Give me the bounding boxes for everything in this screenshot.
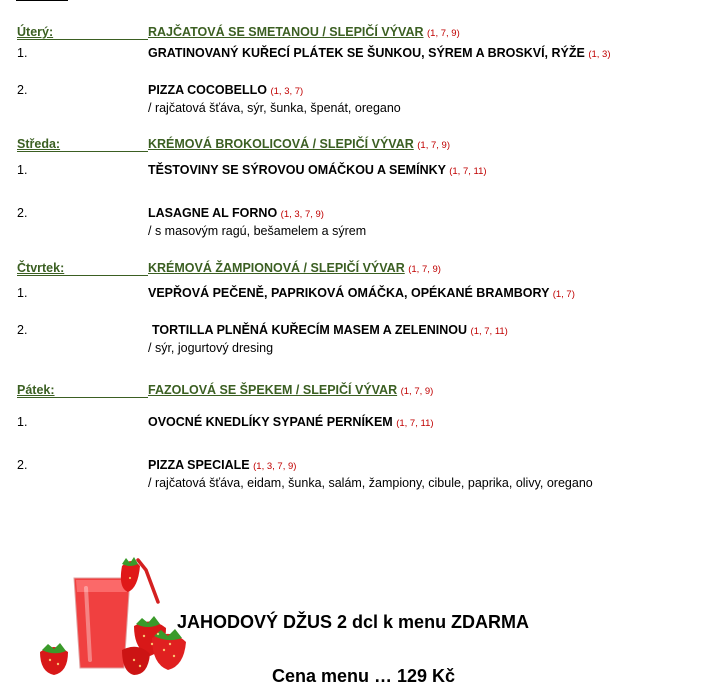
soup-allergens: (1, 7, 9) xyxy=(408,264,441,275)
meal-name: LASAGNE AL FORNO xyxy=(148,206,278,220)
meal-number: 2. xyxy=(17,206,28,220)
soup-allergens: (1, 7, 9) xyxy=(417,140,450,151)
meal-name: OVOCNÉ KNEDLÍKY SYPANÉ PERNÍKEM xyxy=(148,415,393,429)
meal-number: 1. xyxy=(17,46,28,60)
day-underline xyxy=(17,397,148,398)
day-label-ctvrtek: Čtvrtek: xyxy=(17,261,65,275)
day-label-streda: Středa: xyxy=(17,137,61,151)
menu-price: Cena menu … 129 Kč xyxy=(272,666,456,686)
top-rule xyxy=(16,0,68,1)
meal-allergens: (1, 3, 7, 9) xyxy=(253,461,297,472)
soup-line xyxy=(148,383,433,397)
meal-allergens: (1, 7, 11) xyxy=(470,326,508,337)
soup-line xyxy=(148,137,450,151)
meal-name: PIZZA SPECIALE xyxy=(148,458,250,472)
meal-item xyxy=(148,458,296,472)
meal-description: / rajčatová šťáva, sýr, šunka, špenát, oregano xyxy=(148,101,401,115)
straw-icon xyxy=(138,560,158,602)
soup-line xyxy=(148,25,460,39)
meal-number: 1. xyxy=(17,415,28,429)
meal-allergens: (1, 3, 7) xyxy=(270,86,304,97)
soup-allergens: (1, 7, 9) xyxy=(427,28,460,39)
meal-item xyxy=(148,46,611,60)
meal-description: / sýr, jogurtový dresing xyxy=(148,341,274,355)
meal-allergens: (1, 3, 7, 9) xyxy=(280,209,324,220)
meal-allergens: (1, 7, 11) xyxy=(449,166,487,177)
strawberry-icon xyxy=(122,647,150,675)
meal-item xyxy=(152,323,508,337)
day-underline xyxy=(17,275,148,276)
soup-name: KRÉMOVÁ ŽAMPIONOVÁ / SLEPIČÍ VÝVAR xyxy=(148,261,405,275)
promo-text: JAHODOVÝ DŽUS 2 dcl k menu ZDARMA xyxy=(177,612,530,632)
meal-description: / s masovým ragú, bešamelem a sýrem xyxy=(148,224,367,238)
meal-item xyxy=(148,163,487,177)
strawberry-juice-icon xyxy=(34,548,194,675)
meal-allergens: (1, 3) xyxy=(588,49,611,60)
soup-name: KRÉMOVÁ BROKOLICOVÁ / SLEPIČÍ VÝVAR xyxy=(148,137,414,151)
meal-name: GRATINOVANÝ KUŘECÍ PLÁTEK SE ŠUNKOU, SÝREM A BROSKVÍ, RÝŽE xyxy=(148,46,585,60)
meal-name: TĚSTOVINY SE SÝROVOU OMÁČKOU A SEMÍNKY xyxy=(148,163,446,177)
meal-number: 2. xyxy=(17,83,28,97)
meal-number: 2. xyxy=(17,323,28,337)
soup-allergens: (1, 7, 9) xyxy=(400,386,434,397)
meal-description: / rajčatová šťáva, eidam, šunka, salám, žampiony, cibule, paprika, olivy, oregano xyxy=(148,476,593,490)
meal-number: 2. xyxy=(17,458,28,472)
meal-item xyxy=(148,415,434,429)
meal-item xyxy=(148,286,575,300)
meal-number: 1. xyxy=(17,163,28,177)
meal-allergens: (1, 7) xyxy=(552,289,575,300)
soup-name: FAZOLOVÁ SE ŠPEKEM / SLEPIČÍ VÝVAR xyxy=(148,383,398,397)
meal-name: TORTILLA PLNĚNÁ KUŘECÍM MASEM A ZELENINOU xyxy=(152,323,468,337)
day-underline xyxy=(17,39,148,40)
meal-item xyxy=(148,206,324,220)
meal-name: VEPŘOVÁ PEČENĚ, PAPRIKOVÁ OMÁČKA, OPÉKANÉ BRAMBORY xyxy=(148,286,550,300)
soup-line xyxy=(148,261,441,275)
meal-name: PIZZA COCOBELLO xyxy=(148,83,267,97)
day-underline xyxy=(17,151,148,152)
day-label-utery: Úterý: xyxy=(17,25,54,39)
day-label-patek: Pátek: xyxy=(17,383,55,397)
meal-number: 1. xyxy=(17,286,28,300)
meal-allergens: (1, 7, 11) xyxy=(396,418,434,429)
soup-name: RAJČATOVÁ SE SMETANOU / SLEPIČÍ VÝVAR xyxy=(148,25,424,39)
meal-item xyxy=(148,83,303,97)
